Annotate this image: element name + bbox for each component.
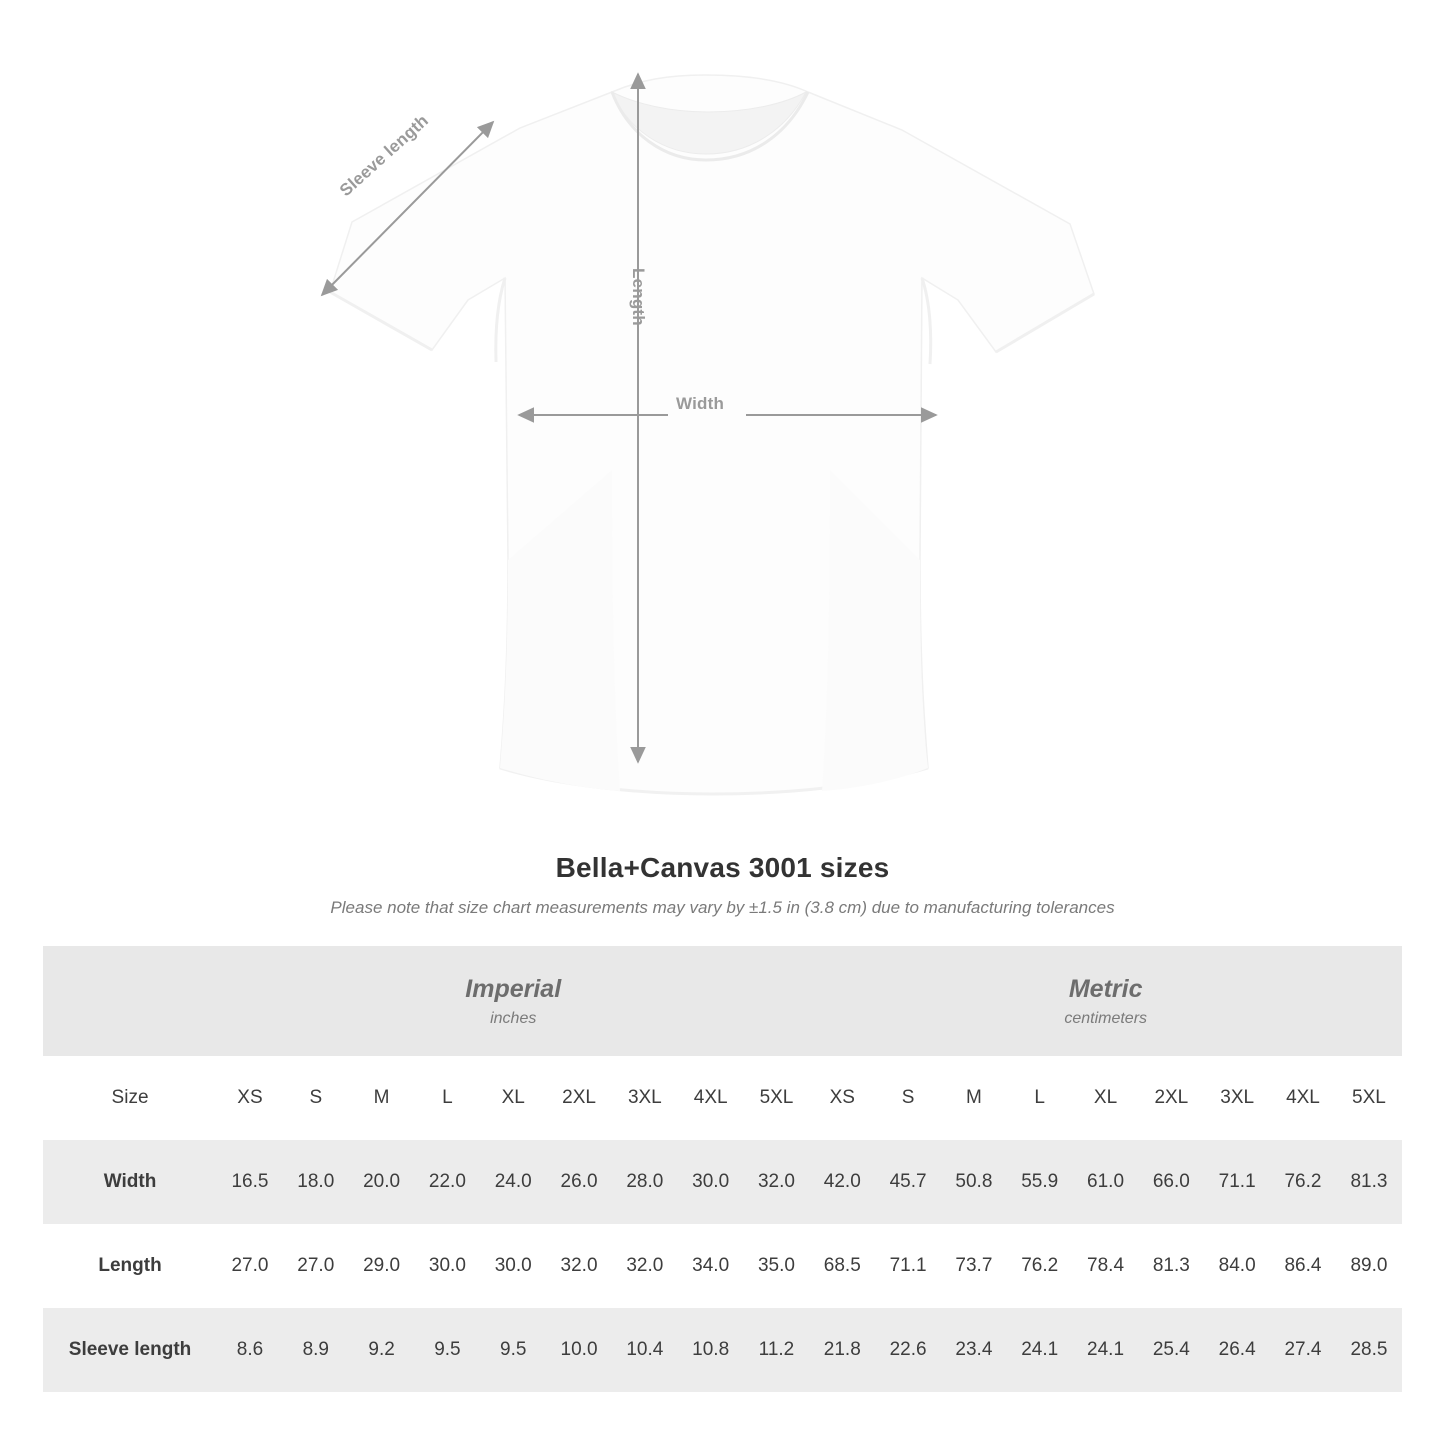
cell-length-4: 30.0 <box>480 1224 546 1308</box>
size-header-3xl-imperial: 3XL <box>612 1056 678 1140</box>
cell-length-16: 86.4 <box>1270 1224 1336 1308</box>
length-label: Length <box>629 268 648 326</box>
cell-sleeve-15: 26.4 <box>1204 1308 1270 1392</box>
cell-width-10: 45.7 <box>875 1140 941 1224</box>
cell-width-15: 71.1 <box>1204 1140 1270 1224</box>
size-header-4xl-imperial: 4XL <box>678 1056 744 1140</box>
cell-length-14: 81.3 <box>1138 1224 1204 1308</box>
table-row-sleeve-length <box>43 1308 1402 1392</box>
cell-length-6: 32.0 <box>612 1224 678 1308</box>
cell-length-17: 89.0 <box>1336 1224 1402 1308</box>
cell-sleeve-9: 21.8 <box>809 1308 875 1392</box>
cell-length-15: 84.0 <box>1204 1224 1270 1308</box>
table-row-length <box>43 1224 1402 1308</box>
cell-width-11: 50.8 <box>941 1140 1007 1224</box>
cell-sleeve-4: 9.5 <box>480 1308 546 1392</box>
cell-length-7: 34.0 <box>678 1224 744 1308</box>
cell-sleeve-13: 24.1 <box>1073 1308 1139 1392</box>
cell-sleeve-11: 23.4 <box>941 1308 1007 1392</box>
size-header-5xl-imperial: 5XL <box>744 1056 810 1140</box>
unit-group-metric-sub: centimeters <box>1064 1009 1148 1027</box>
cell-width-5: 26.0 <box>546 1140 612 1224</box>
size-header-5xl-metric: 5XL <box>1336 1056 1402 1140</box>
cell-length-2: 29.0 <box>349 1224 415 1308</box>
cell-width-4: 24.0 <box>480 1140 546 1224</box>
cell-sleeve-8: 11.2 <box>744 1308 810 1392</box>
size-header-2xl-imperial: 2XL <box>546 1056 612 1140</box>
size-header-s-imperial: S <box>283 1056 349 1140</box>
cell-width-7: 30.0 <box>678 1140 744 1224</box>
cell-length-10: 71.1 <box>875 1224 941 1308</box>
cell-length-1: 27.0 <box>283 1224 349 1308</box>
cell-sleeve-12: 24.1 <box>1007 1308 1073 1392</box>
size-header-xl-imperial: XL <box>480 1056 546 1140</box>
unit-header-row <box>43 946 1402 1056</box>
size-header-2xl-metric: 2XL <box>1138 1056 1204 1140</box>
cell-length-0: 27.0 <box>217 1224 283 1308</box>
cell-width-1: 18.0 <box>283 1140 349 1224</box>
size-header-4xl-metric: 4XL <box>1270 1056 1336 1140</box>
unit-group-imperial-sub: inches <box>490 1009 537 1027</box>
cell-length-8: 35.0 <box>744 1224 810 1308</box>
unit-group-metric <box>809 946 1402 1056</box>
page-title: Bella+Canvas 3001 sizes <box>555 852 890 883</box>
cell-sleeve-0: 8.6 <box>217 1308 283 1392</box>
row-label-length: Length <box>43 1224 217 1308</box>
cell-length-5: 32.0 <box>546 1224 612 1308</box>
cell-sleeve-7: 10.8 <box>678 1308 744 1392</box>
cell-sleeve-3: 9.5 <box>415 1308 481 1392</box>
cell-width-12: 55.9 <box>1007 1140 1073 1224</box>
cell-length-11: 73.7 <box>941 1224 1007 1308</box>
cell-length-13: 78.4 <box>1073 1224 1139 1308</box>
unit-group-imperial-title: Imperial <box>465 975 562 1004</box>
cell-length-9: 68.5 <box>809 1224 875 1308</box>
unit-group-metric-title: Metric <box>1068 975 1143 1004</box>
size-header-xs-imperial: XS <box>217 1056 283 1140</box>
cell-width-13: 61.0 <box>1073 1140 1139 1224</box>
cell-sleeve-6: 10.4 <box>612 1308 678 1392</box>
cell-width-3: 22.0 <box>415 1140 481 1224</box>
size-header-l-imperial: L <box>415 1056 481 1140</box>
width-label: Width <box>676 394 725 413</box>
cell-width-14: 66.0 <box>1138 1140 1204 1224</box>
size-header-row <box>43 1056 1402 1140</box>
unit-group-imperial <box>217 946 809 1056</box>
size-table-wrapper <box>43 946 1402 1392</box>
tshirt-shape <box>330 75 1094 794</box>
sleeve-length-label: Sleeve length <box>336 110 433 201</box>
cell-length-12: 76.2 <box>1007 1224 1073 1308</box>
cell-sleeve-17: 28.5 <box>1336 1308 1402 1392</box>
size-header-xl-metric: XL <box>1073 1056 1139 1140</box>
cell-sleeve-5: 10.0 <box>546 1308 612 1392</box>
cell-width-0: 16.5 <box>217 1140 283 1224</box>
size-header-l-metric: L <box>1007 1056 1073 1140</box>
cell-width-17: 81.3 <box>1336 1140 1402 1224</box>
cell-sleeve-16: 27.4 <box>1270 1308 1336 1392</box>
cell-sleeve-10: 22.6 <box>875 1308 941 1392</box>
title-block <box>0 852 1445 918</box>
size-header-m-metric: M <box>941 1056 1007 1140</box>
cell-sleeve-14: 25.4 <box>1138 1308 1204 1392</box>
cell-length-3: 30.0 <box>415 1224 481 1308</box>
size-header-label: Size <box>43 1056 217 1140</box>
cell-width-8: 32.0 <box>744 1140 810 1224</box>
cell-width-9: 42.0 <box>809 1140 875 1224</box>
size-header-xs-metric: XS <box>809 1056 875 1140</box>
table-row-width <box>43 1140 1402 1224</box>
cell-width-2: 20.0 <box>349 1140 415 1224</box>
unit-header-spacer <box>43 946 217 1056</box>
row-label-sleeve-length: Sleeve length <box>43 1308 217 1392</box>
size-header-m-imperial: M <box>349 1056 415 1140</box>
size-header-s-metric: S <box>875 1056 941 1140</box>
tolerance-note: Please note that size chart measurements may vary by ±1.5 in (3.8 cm) due to manufacturing tolerances <box>330 898 1115 917</box>
cell-width-6: 28.0 <box>612 1140 678 1224</box>
size-table <box>43 946 1402 1392</box>
row-label-width: Width <box>43 1140 217 1224</box>
size-header-3xl-metric: 3XL <box>1204 1056 1270 1140</box>
cell-sleeve-2: 9.2 <box>349 1308 415 1392</box>
cell-sleeve-1: 8.9 <box>283 1308 349 1392</box>
cell-width-16: 76.2 <box>1270 1140 1336 1224</box>
